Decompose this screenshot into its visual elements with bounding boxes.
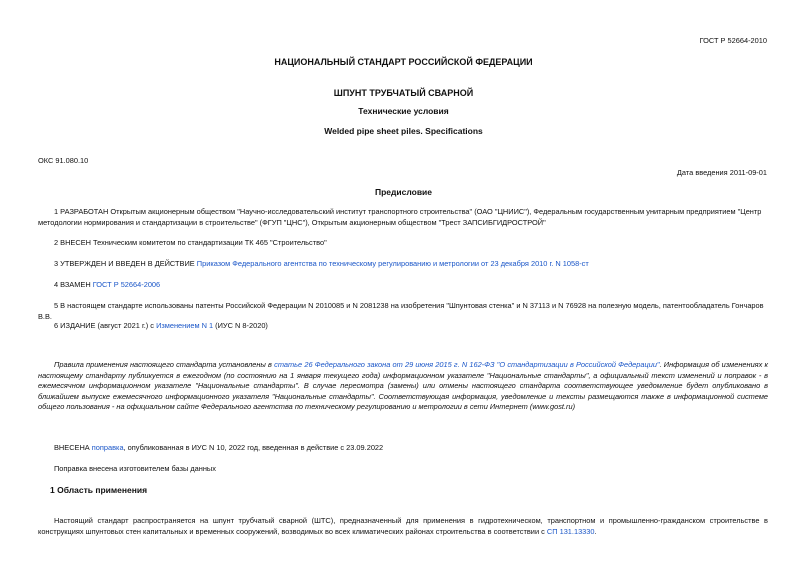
standard-type-heading: НАЦИОНАЛЬНЫЙ СТАНДАРТ РОССИЙСКОЙ ФЕДЕРАЦИИ [274,57,533,67]
preface-item-4 [38,280,768,291]
preface-item-3 [38,259,768,270]
replaced-standard-link[interactable]: ГОСТ Р 52664-2006 [92,280,161,289]
document-title-english: Welded pipe sheet piles. Specifications [324,126,483,136]
oks-code: ОКС 91.080.10 [38,156,89,165]
amendment-note: Поправка внесена изготовителем базы данных [54,464,216,473]
preface-item-4-text: 4 ВЗАМЕН [54,280,93,289]
preface-item-6 [38,321,768,332]
introduction-date: Дата введения 2011-09-01 [676,168,767,177]
rules-text-2: . Информация об изменениях к настоящему стандарту публикуется в ежегодном (по состоянию на 1 января текущего года) информационном указателе "Национальные стандарты", а официальный текст изменений и поправок - в ежемесячном информационном указателе "Национальные стандарты". В случае пересмотра (замены) или отмены настоящего стандарта соответствующее уведомление будет опубликовано в ближайшем выпуске ежемесячного информационного указателя "Национальные стандарты". Соответствующая информация, уведомление и тексты размещаются также в информационной системе общего пользования - на официальном сайте Федерального агентства по техническому регулированию и метрологии в сети Интернет (www.gost.ru) [38,360,769,411]
preface-item-1: 1 РАЗРАБОТАН Открытым акционерным обществом "Научно-исследовательский институт транспортного строительства" (ОАО "ЦНИИС"), Федеральным государственным унитарным предприятием "Центр методологии нормирования и стандартизации в строительстве" (ФГУП "ЦНС"), Открытым акционерным обществом "Трест ЗАПСИБГИДРОСТРОЙ" [38,207,762,227]
amendment-text-2: , опубликованная в ИУС N 10, 2022 год, введенная в действие с 23.09.2022 [123,443,384,452]
preface-item-3-text: 3 УТВЕРЖДЕН И ВВЕДЕН В ДЕЙСТВИЕ [54,259,197,268]
amendment-line [38,443,768,454]
preface-item-6-tail: (ИУС N 8-2020) [213,321,268,330]
order-link[interactable]: Приказом Федерального агентства по техническому регулированию и метрологии от 23 декабря 2010 г. N 1058-ст [196,259,589,268]
section-1-tail: . [594,526,597,536]
section-1-text [38,516,768,537]
preface-item-5: 5 В настоящем стандарте использованы патенты Российской Федерации N 2010085 и N 2081238 на изобретения "Шпунтовая стенка" и N 37113 и N 76928 на полезную модель, патентообладатель Гончаров В.В. [38,301,764,321]
amendment-1-link[interactable]: Изменением N 1 [156,321,214,330]
preface-heading: Предисловие [374,187,433,197]
amendment-text-1: ВНЕСЕНА [54,443,92,452]
rules-text-1: Правила применения настоящего стандарта установлены в [54,360,275,369]
section-1-body: Настоящий стандарт распространяется на шпунт трубчатый сварной (ШТС), предназначенный для применения в гидротехническом, транспортном и промышленно-гражданском строительстве в конструкциях шпунтовых стен капитальных и временных сооружений, возводимых во всех климатических районах строительства в соответствии с [38,516,768,536]
section-1-heading: 1 Область применения [50,485,148,495]
document-code: ГОСТ Р 52664-2010 [699,36,767,45]
rules-paragraph [38,360,768,413]
preface-item-6-text: 6 ИЗДАНИЕ (август 2021 г.) с [54,321,157,330]
correction-link[interactable]: поправка [91,443,124,452]
document-subtitle: Технические условия [358,106,449,116]
federal-law-link[interactable]: статье 26 Федерального закона от 29 июня 2015 г. N 162-ФЗ "О стандартизации в Российской Федерации" [274,360,660,369]
document-title: ШПУНТ ТРУБЧАТЫЙ СВАРНОЙ [333,88,474,98]
sp-131-link[interactable]: СП 131.13330 [546,526,595,536]
preface-item-2: 2 ВНЕСЕН Техническим комитетом по стандартизации ТК 465 "Строительство" [54,238,327,247]
